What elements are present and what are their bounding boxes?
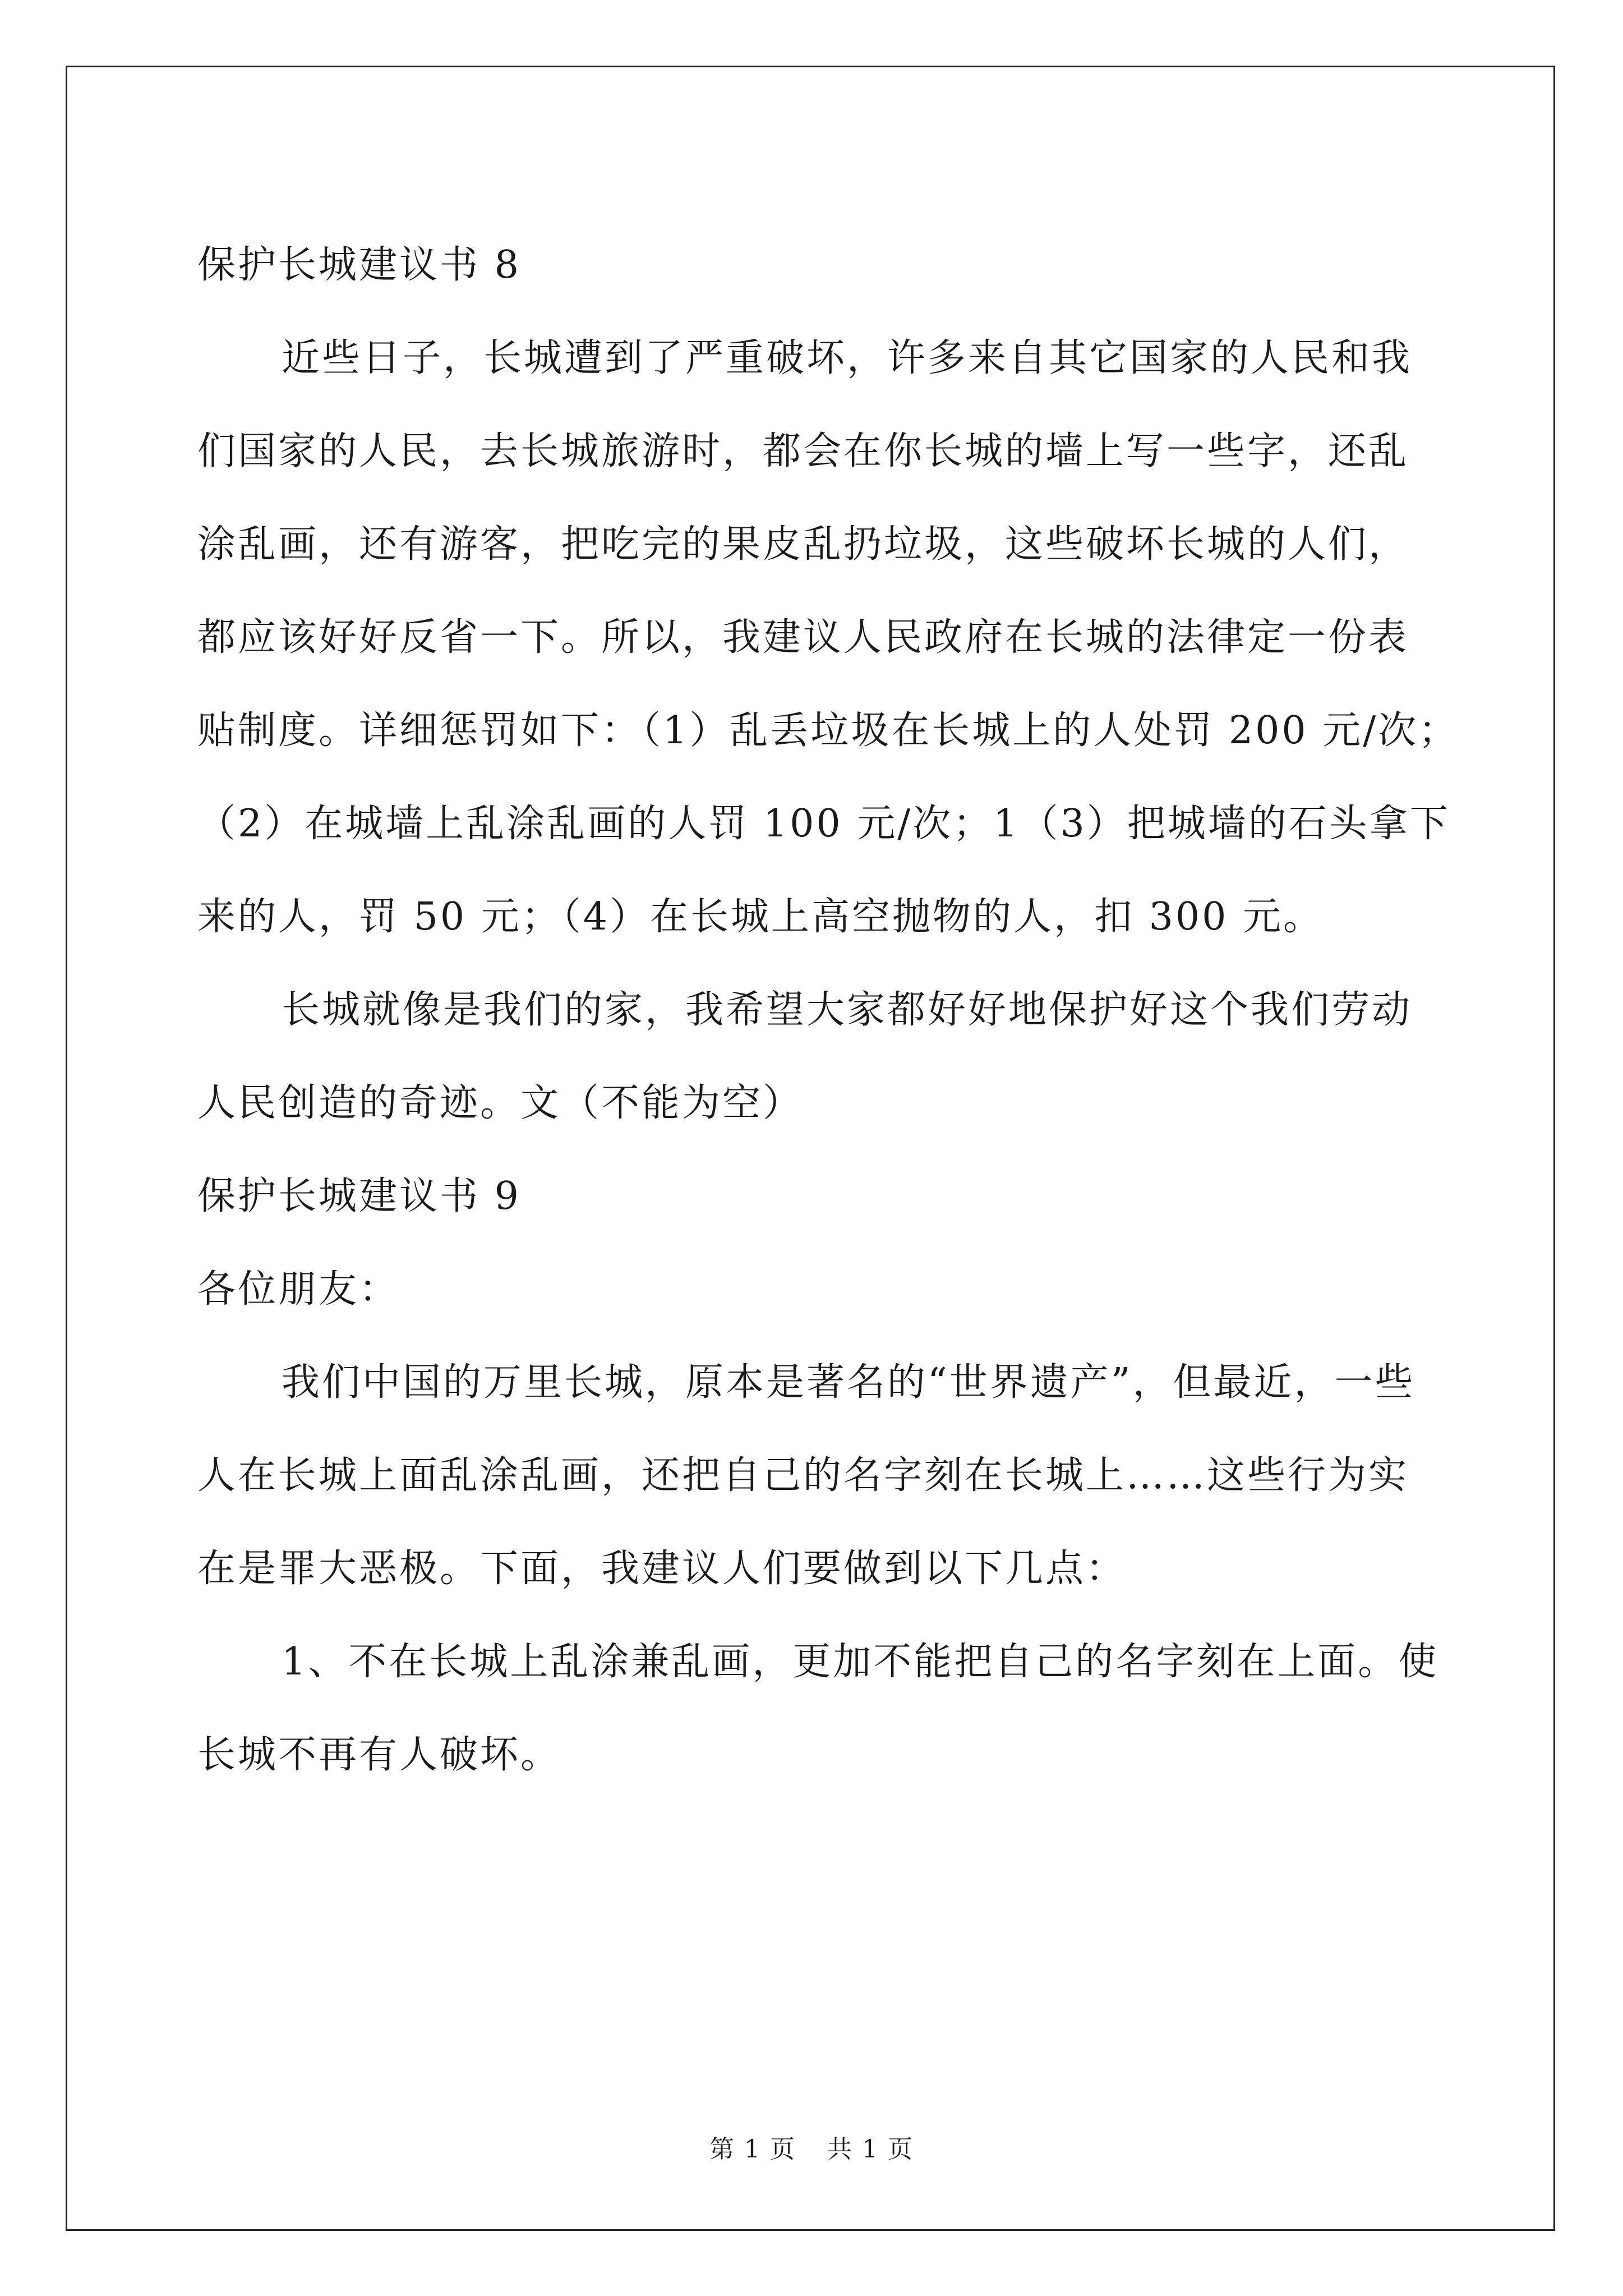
paragraph-line: （2）在城墙上乱涂乱画的人罚 100 元/次；1（3）把城墙的石头拿下	[197, 802, 1450, 846]
section-title-9: 保护长城建议书 9	[197, 1174, 521, 1218]
list-item-continuation: 长城不再有人破坏。	[197, 1733, 561, 1777]
paragraph-line: 长城就像是我们的家，我希望大家都好好地保护好这个我们劳动	[282, 988, 1413, 1032]
section-title-8: 保护长城建议书 8	[197, 243, 521, 287]
paragraph-line: 人民创造的奇迹。文（不能为空）	[197, 1081, 804, 1125]
list-item: 1、不在长城上乱涂兼乱画，更加不能把自己的名字刻在上面。使	[282, 1640, 1439, 1684]
document-body	[197, 219, 1459, 1802]
paragraph-line: 近些日子，长城遭到了严重破坏，许多来自其它国家的人民和我	[282, 336, 1413, 380]
paragraph-line: 涂乱画，还有游客，把吃完的果皮乱扔垃圾，这些破坏长城的人们，	[197, 522, 1409, 567]
paragraph-line: 我们中国的万里长城，原本是著名的“世界遗产”，但最近，一些	[282, 1360, 1415, 1405]
paragraph-line: 们国家的人民，去长城旅游时，都会在你长城的墙上写一些字，还乱	[197, 429, 1409, 473]
paragraph-line: 贴制度。详细惩罚如下：（1）乱丢垃圾在长城上的人处罚 200 元/次；	[197, 708, 1459, 753]
page-footer	[0, 2129, 1623, 2165]
paragraph-line: 人在长城上面乱涂乱画，还把自己的名字刻在长城上……这些行为实	[197, 1453, 1409, 1498]
page-total: 共 1 页	[827, 2135, 914, 2164]
page-number: 第 1 页	[709, 2135, 796, 2164]
salutation: 各位朋友：	[197, 1267, 400, 1312]
paragraph-line: 来的人，罚 50 元；（4）在长城上高空抛物的人，扣 300 元。	[197, 895, 1324, 939]
paragraph-line: 都应该好好反省一下。所以，我建议人民政府在长城的法律定一份表	[197, 615, 1409, 660]
paragraph-line: 在是罪大恶极。下面，我建议人们要做到以下几点：	[197, 1547, 1127, 1591]
